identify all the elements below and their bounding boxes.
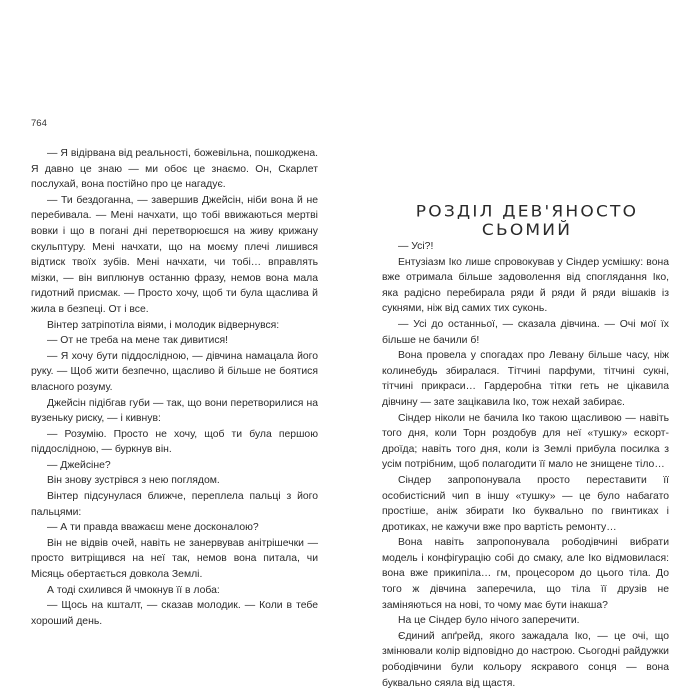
paragraph: На це Сіндер було нічого заперечити. xyxy=(398,615,580,627)
paragraph: — От не треба на мене так дивитися! xyxy=(47,335,229,347)
paragraph: Він знову зустрівся з нею поглядом. xyxy=(47,475,220,487)
paragraph: Вінтер затріпотіла віями, і молодик відвернувся: xyxy=(47,319,280,331)
paragraph: Джейсін підібгав губи — так, що вони перетворилися на вузеньку риску, — і кивнув: xyxy=(31,397,318,425)
paragraph: — А ти правда вважаєш мене досконалою? xyxy=(47,522,259,534)
paragraph: Ентузіазм Іко лише спровокував у Сіндер усмішку: вона вже отримала більше задоволення від споглядання Іко, яка радісно перебирала ряди й ряди й ряди вішаків із сукнями, ніж від самих тих суконь. xyxy=(382,256,669,315)
paragraph: Він не відвів очей, навіть не занервував анітрішечки — просто витріщився на неї так, немов вона питала, чи Місяць обертається довкола Землі. xyxy=(31,537,318,581)
paragraph: — Джейсіне? xyxy=(47,459,111,471)
paragraph: Вона провела у спогадах про Левану більше часу, ніж колинебудь збиралася. Тітчині парфуми, тітчині сукні, тітчині прикраси… Гардеробна тітки геть не цікавила дівчину — зате зацікавила Іко, тож нехай забирає. xyxy=(382,350,669,408)
page-number: 764 xyxy=(31,118,47,129)
paragraph: Вінтер підсунулася ближче, переплела пальці з його пальцями: xyxy=(31,491,318,518)
paragraph: Єдиний апґрейд, якого зажадала Іко, — це очі, що змінювали колір відповідно до настрою. Сьогодні райдужки рободівчини були кольору яскравого сонця — вона буквально сяяла від щастя. xyxy=(382,630,669,689)
paragraph: — Усі до останньої, — сказала дівчина. — Очі мої їх більше не бачили б! xyxy=(382,318,669,346)
paragraph: — Я хочу бути піддослідною, — дівчина намацала його руку. — Щоб жити безпечно, щасливо й більше не боятися власного розуму. xyxy=(31,350,318,393)
paragraph: — Усі?! xyxy=(398,241,434,252)
paragraph: — Щось на кшталт, — сказав молодик. — Коли в тебе хороший день. xyxy=(31,600,318,627)
paragraph: — Розумію. Просто не хочу, щоб ти була першою піддослідною, — буркнув він. xyxy=(31,428,318,456)
paragraph: — Ти бездоганна, — завершив Джейсін, ніби вона й не перебивала. — Мені начхати, що тобі ввижаються мертві вовки і що в погані дні перетворюєшся на живу крижану скульптуру. Мені начхати, що на моєму плечі лишився відтиск твоїх зубів. Мені начхати, чи тобі… вправлять мізки, — він виплюнув останню фразу, немов вона мала гидотний присмак. — Просто хочу, щоб ти була щаслива й жила в безпеці. От і все. xyxy=(31,194,318,315)
paragraph: Сіндер запропонувала просто переставити її особистісний чип в іншу «тушку» — це було набагато простіше, аніж збирати Іко буквально по гвинтиках і дротиках, не кажучи вже про вартість ремонту… xyxy=(382,474,669,533)
right-page-body xyxy=(382,239,669,691)
paragraph: Сіндер ніколи не бачила Іко такою щасливою — навіть того дня, коли Торн роздобув для неї «тушку» ескорт-дроїда; навіть того дня, коли із Землі прибула посилка з усім потрібним, щоб полагодити її мало не знищене тіло… xyxy=(382,412,669,471)
paragraph: Вона навіть запропонувала рободівчині вибрати модель і конфігурацію собі до смаку, але Іко відмовилася: вона вже прикипіла… гм, процесором до цього тіла. До того ж дівчина заперечила, що тіла її друзів не заміняються на нові, то чому має бути інакша? xyxy=(382,537,669,611)
paragraph: А тоді схилився й чмокнув її в лоба: xyxy=(47,584,220,596)
paragraph: — Я відірвана від реальності, божевільна, пошкоджена. Я давно це знаю — ми обоє це знаємо. Он, Скарлет послухай, вона постійно про це нагадує. xyxy=(31,148,318,191)
left-page-body xyxy=(31,146,318,629)
chapter-title: РОЗДІЛ ДЕВ'ЯНОСТО СЬОМИЙ xyxy=(415,202,639,240)
